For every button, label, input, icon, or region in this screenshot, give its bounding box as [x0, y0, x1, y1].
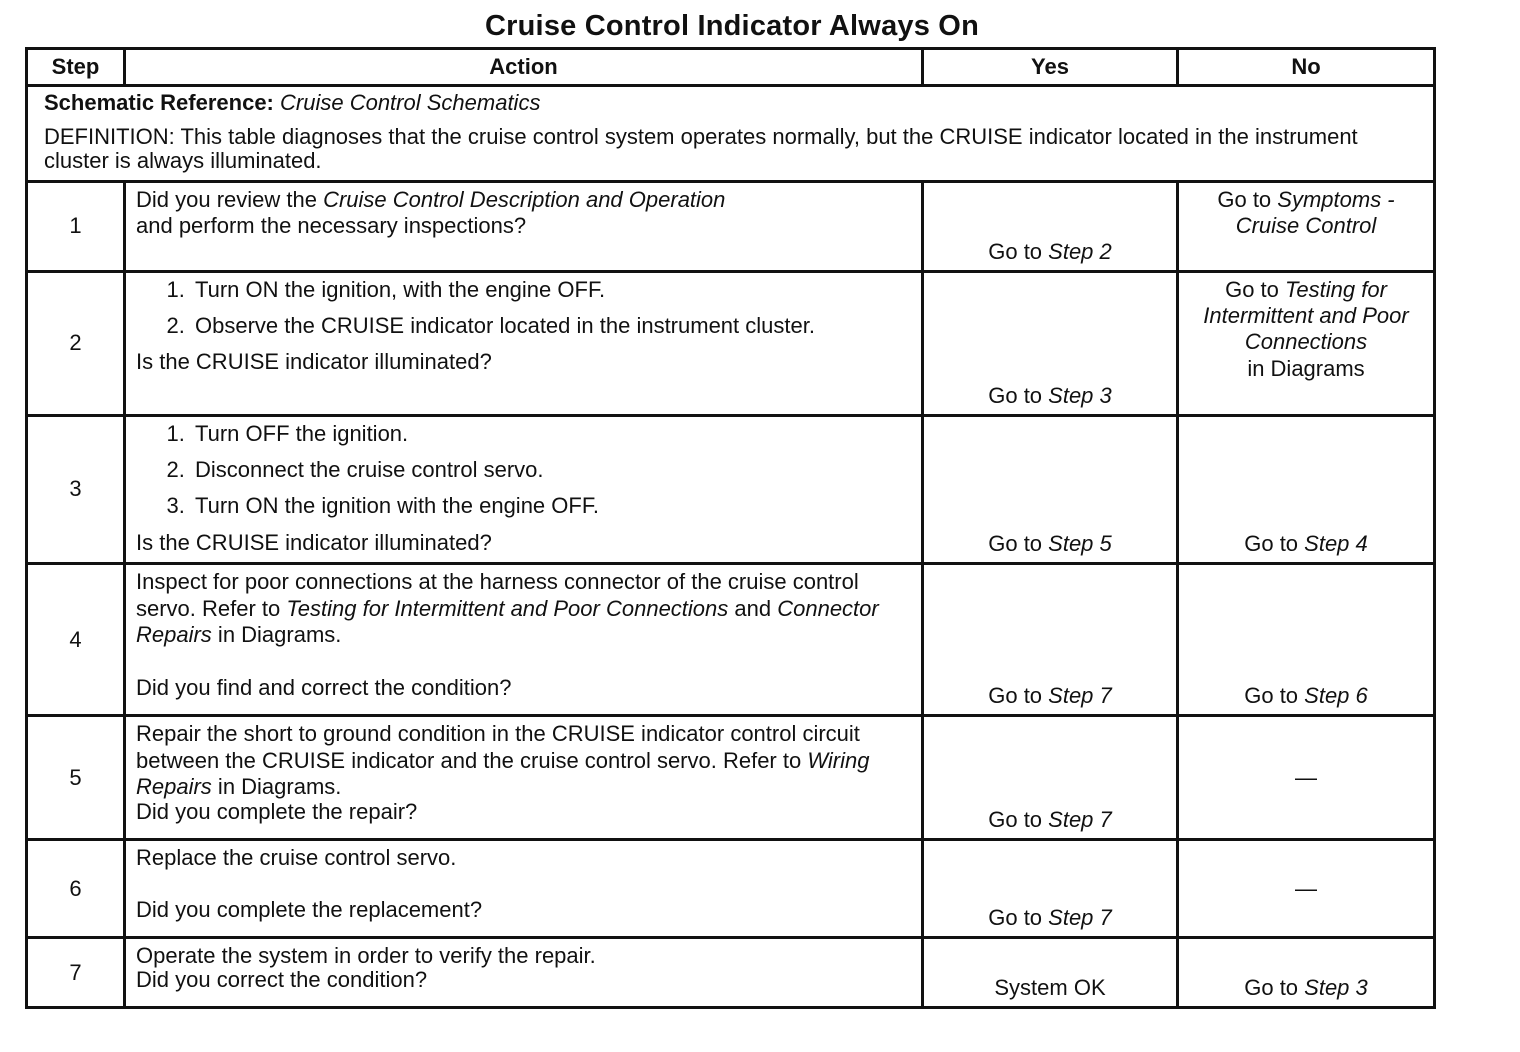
no-step-link: Step 4	[1304, 531, 1368, 557]
no-cell: Go to Symptoms - Cruise Control	[1178, 181, 1435, 271]
table-row	[27, 271, 1435, 415]
yes-cell: Go to Step 7	[923, 716, 1178, 840]
no-step-link: Testing for	[1285, 276, 1387, 302]
definition-text: DEFINITION: This table diagnoses that the cruise control system operates normally, but the CRUISE indicator located in the instrument cluster is always illuminated.	[44, 124, 1358, 174]
action-cell: Did you review the Cruise Control Description and Operation and perform the necessary inspections?	[125, 181, 923, 271]
action-item: 2. Disconnect the cruise control servo.	[191, 457, 909, 483]
schematic-row	[27, 86, 1435, 182]
action-cell: Repair the short to ground condition in the CRUISE indicator control circuit between the CRUISE indicator and the cruise control servo. Refer to Wiring Repairs in Diagrams. Did you complete the repair?	[125, 716, 923, 840]
action-question: Is the CRUISE indicator illuminated?	[136, 529, 492, 555]
table-row	[27, 938, 1435, 1008]
schematic-link: Cruise Control Schematics	[280, 90, 541, 115]
table-row	[27, 415, 1435, 564]
action-cell	[125, 415, 923, 564]
yes-cell: Go to Step 7	[923, 840, 1178, 938]
action-question: Did you correct the condition?	[136, 966, 428, 992]
yes-cell: Go to Step 2	[923, 181, 1178, 271]
no-cell: Go to Step 6	[1178, 564, 1435, 716]
diagnostic-table	[25, 47, 1436, 1009]
yes-cell	[923, 938, 1178, 1008]
action-question: Is the CRUISE indicator illuminated?	[136, 349, 492, 375]
action-item: 1. Turn ON the ignition, with the engine OFF.	[191, 277, 909, 303]
action-question: Did you complete the replacement?	[136, 896, 483, 922]
action-cell	[125, 271, 923, 415]
header-row	[27, 49, 1435, 86]
schematic-label: Schematic Reference:	[44, 90, 274, 115]
action-cell: Inspect for poor connections at the harness connector of the cruise control servo. Refer to Testing for Intermittent and Poor Connections and Connector Repairs in Diagrams. Did you find and correct the condition?	[125, 564, 923, 716]
system-ok-text: System OK	[994, 975, 1106, 1001]
yes-cell: Go to Step 7	[923, 564, 1178, 716]
yes-step-link: Step 7	[1048, 905, 1112, 931]
no-dash: —	[1295, 764, 1317, 790]
yes-step-link: Step 2	[1048, 238, 1112, 264]
reference-link: Wiring Repairs	[136, 747, 870, 799]
header-no: No	[1178, 49, 1435, 86]
reference-link: Connector Repairs	[136, 595, 879, 647]
action-item: 1. Turn OFF the ignition.	[191, 421, 909, 447]
header-step: Step	[27, 49, 125, 86]
table-row	[27, 840, 1435, 938]
step-number: 3	[27, 415, 125, 564]
action-cell: Replace the cruise control servo. Did you complete the replacement?	[125, 840, 923, 938]
step-number: 7	[27, 938, 125, 1008]
yes-step-link: Step 5	[1048, 531, 1112, 557]
no-step-link: Symptoms -	[1277, 186, 1395, 212]
action-question: Did you find and correct the condition?	[136, 674, 512, 700]
no-cell: Go to Step 3	[1178, 938, 1435, 1008]
action-cell: Operate the system in order to verify the repair. Did you correct the condition?	[125, 938, 923, 1008]
no-cell	[1178, 716, 1435, 840]
table-row	[27, 564, 1435, 716]
step-number: 1	[27, 181, 125, 271]
no-cell	[1178, 840, 1435, 938]
no-step-link: Step 6	[1304, 683, 1368, 709]
header-action: Action	[125, 49, 923, 86]
yes-cell: Go to Step 3	[923, 271, 1178, 415]
yes-step-link: Step 7	[1048, 683, 1112, 709]
no-cell: Go to Testing for Intermittent and Poor Connections in Diagrams	[1178, 271, 1435, 415]
yes-step-link: Step 7	[1048, 807, 1112, 833]
step-number: 2	[27, 271, 125, 415]
document-title: Cruise Control Indicator Always On	[485, 10, 979, 42]
step-number: 5	[27, 716, 125, 840]
yes-cell: Go to Step 5	[923, 415, 1178, 564]
no-cell: Go to Step 4	[1178, 415, 1435, 564]
table-row	[27, 716, 1435, 840]
step-number: 4	[27, 564, 125, 716]
no-dash: —	[1295, 875, 1317, 901]
step-number: 6	[27, 840, 125, 938]
header-yes: Yes	[923, 49, 1178, 86]
reference-link: Testing for Intermittent and Poor Connections	[286, 595, 729, 621]
no-step-link: Step 3	[1304, 975, 1368, 1001]
yes-step-link: Step 3	[1048, 382, 1112, 408]
action-item: 3. Turn ON the ignition with the engine OFF.	[191, 493, 909, 519]
table-row	[27, 181, 1435, 271]
action-question: Did you complete the repair?	[136, 798, 418, 824]
reference-link: Cruise Control Description and Operation	[323, 186, 726, 212]
schematic-cell	[27, 86, 1435, 182]
action-item: 2. Observe the CRUISE indicator located in the instrument cluster.	[191, 313, 909, 339]
